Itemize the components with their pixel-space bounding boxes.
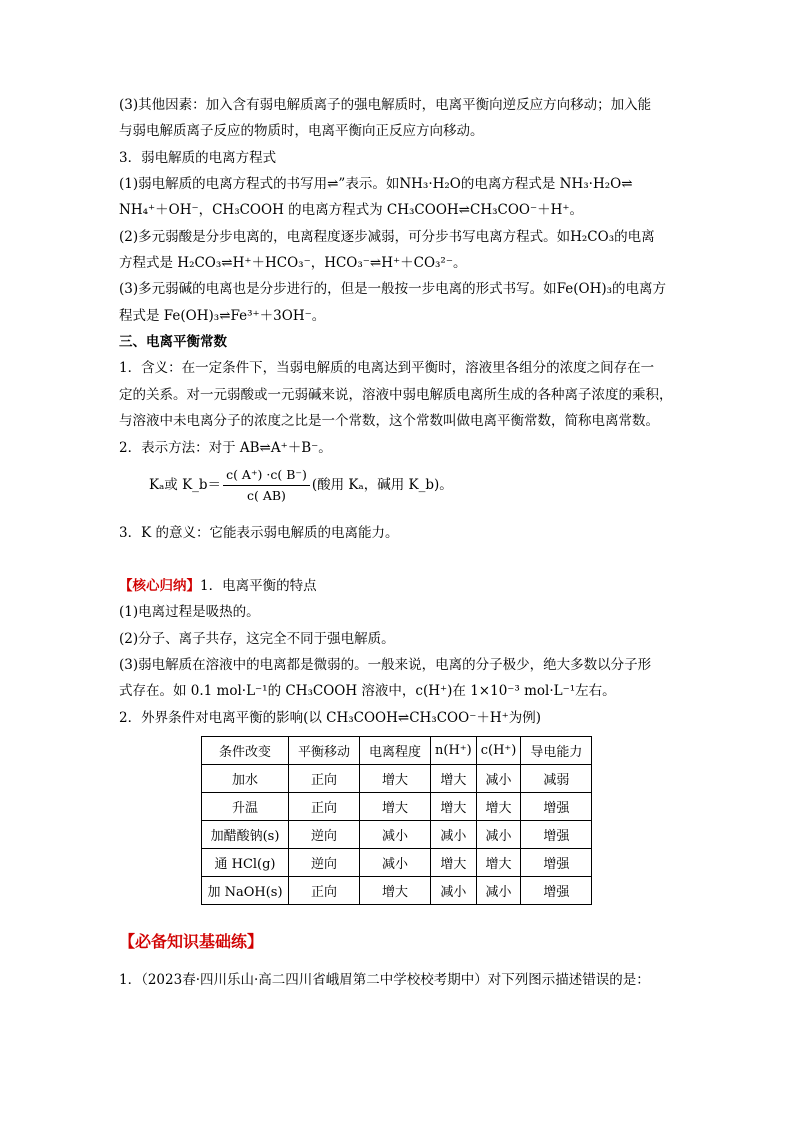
core-summary-item-1: 1．电离平衡的特点 xyxy=(200,578,317,594)
paragraph-eq-2b: 方程式是 H₂CO₃⇌H⁺＋HCO₃⁻，HCO₃⁻⇌H⁺＋CO₃²⁻。 xyxy=(119,255,467,271)
equilibrium-table xyxy=(201,736,592,905)
paragraph-feature-3a: (3)弱电解质在溶液中的电离都是微弱的。一般来说，电离的分子极少，绝大多数以分子形 xyxy=(119,657,652,673)
table-cell: 加醋酸钠(s) xyxy=(202,821,289,849)
paragraph-k-meaning: 3．K 的意义：它能表示弱电解质的电离能力。 xyxy=(119,525,399,541)
paragraph-eq-2a: (2)多元弱酸是分步电离的，电离程度逐步减弱，可分步书写电离方程式。如H₂CO₃的电离 xyxy=(119,229,655,245)
table-row xyxy=(202,793,592,821)
table-row xyxy=(202,849,592,877)
paragraph-meaning-3: 与溶液中未电离分子的浓度之比是一个常数，这个常数叫做电离平衡常数，简称电离常数。 xyxy=(119,413,659,429)
paragraph-feature-1: (1)电离过程是吸热的。 xyxy=(119,604,260,620)
paragraph-other-factors-1: (3)其他因素：加入含有弱电解质离子的强电解质时，电离平衡向逆反应方向移动；加入能 xyxy=(119,97,652,113)
table-cell: 减小 xyxy=(360,821,431,849)
table-header-cell: 条件改变 xyxy=(202,737,289,765)
paragraph-meaning-1: 1．含义：在一定条件下，当弱电解质的电离达到平衡时，溶液里各组分的浓度之间存在一 xyxy=(119,360,655,376)
table-header-cell: c(H⁺) xyxy=(476,737,521,765)
table-header-cell: n(H⁺) xyxy=(431,737,477,765)
table-cell: 增大 xyxy=(431,765,477,793)
table-cell: 升温 xyxy=(202,793,289,821)
table-cell: 通 HCl(g) xyxy=(202,849,289,877)
table-cell: 减弱 xyxy=(521,765,592,793)
table-cell: 减小 xyxy=(476,821,521,849)
paragraph-eq-3a: (3)多元弱碱的电离也是分步进行的，但是一般按一步电离的形式书写。如Fe(OH)₃的电离方 xyxy=(119,281,667,297)
table-cell: 加 NaOH(s) xyxy=(202,877,289,905)
table-cell: 增大 xyxy=(431,849,477,877)
table-cell: 增强 xyxy=(521,793,592,821)
table-cell: 逆向 xyxy=(289,821,360,849)
core-summary-label: 【核心归纳】 xyxy=(119,578,200,594)
table-cell: 增强 xyxy=(521,821,592,849)
formula-ka-kb xyxy=(149,465,453,506)
heading-ionization-equation: 3．弱电解质的电离方程式 xyxy=(119,150,277,166)
practice-section-heading: 【必备知识基础练】 xyxy=(119,932,264,951)
table-cell: 正向 xyxy=(289,877,360,905)
paragraph-feature-3b: 式存在。如 0.1 mol·L⁻¹的 CH₃COOH 溶液中，c(H⁺)在 1×10⁻³ mol·L⁻¹左右。 xyxy=(119,683,616,699)
paragraph-expression: 2．表示方法：对于 AB⇌A⁺＋B⁻。 xyxy=(119,440,332,456)
paragraph-eq-1b: NH₄⁺＋OH⁻，CH₃COOH 的电离方程式为 CH₃COOH⇌CH₃COO⁻＋H⁺。 xyxy=(119,202,583,218)
paragraph-other-factors-2: 与弱电解质离子反应的物质时，电离平衡向正反应方向移动。 xyxy=(119,123,484,139)
table-cell: 正向 xyxy=(289,793,360,821)
table-row xyxy=(202,765,592,793)
table-cell: 加水 xyxy=(202,765,289,793)
formula-fraction xyxy=(223,465,310,506)
table-cell: 增强 xyxy=(521,877,592,905)
core-summary-line xyxy=(119,577,317,595)
table-cell: 增大 xyxy=(476,849,521,877)
table-header-row xyxy=(202,737,592,765)
table-cell: 逆向 xyxy=(289,849,360,877)
table-header-cell: 电离程度 xyxy=(360,737,431,765)
table-header-cell: 平衡移动 xyxy=(289,737,360,765)
paragraph-meaning-2: 定的关系。对一元弱酸或一元弱碱来说，溶液中弱电解质电离所生成的各种离子浓度的乘积， xyxy=(119,387,673,403)
table-cell: 减小 xyxy=(476,877,521,905)
paragraph-external-conditions: 2．外界条件对电离平衡的影响(以 CH₃COOH⇌CH₃COO⁻＋H⁺为例) xyxy=(119,710,541,726)
table-cell: 增大 xyxy=(360,793,431,821)
table-cell: 增大 xyxy=(360,877,431,905)
table-cell: 减小 xyxy=(360,849,431,877)
table-cell: 正向 xyxy=(289,765,360,793)
section-heading-constant: 三、电离平衡常数 xyxy=(119,334,227,350)
table-row xyxy=(202,877,592,905)
question-1: 1．（2023春·四川乐山·高二四川省峨眉第二中学校校考期中）对下列图示描述错误的是： xyxy=(119,972,650,988)
table-cell: 减小 xyxy=(431,877,477,905)
table-cell: 减小 xyxy=(431,821,477,849)
table-header-cell: 导电能力 xyxy=(521,737,592,765)
table-row xyxy=(202,821,592,849)
formula-lhs: Kₐ或 K_b＝ xyxy=(149,477,222,493)
formula-rhs: (酸用 Kₐ，碱用 K_b)。 xyxy=(311,477,453,493)
formula-numerator: c( A⁺) ·c( B⁻) xyxy=(223,465,310,486)
table-cell: 增大 xyxy=(431,793,477,821)
formula-denominator: c( AB) xyxy=(246,488,286,503)
paragraph-feature-2: (2)分子、离子共存，这完全不同于强电解质。 xyxy=(119,631,395,647)
table-cell: 减小 xyxy=(476,765,521,793)
table-cell: 增强 xyxy=(521,849,592,877)
paragraph-eq-1a: (1)弱电解质的电离方程式的书写用⇌”表示。如NH₃·H₂O的电离方程式是 NH₃·H₂O⇌ xyxy=(119,176,633,192)
paragraph-eq-3b: 程式是 Fe(OH)₃⇌Fe³⁺＋3OH⁻。 xyxy=(119,308,326,324)
table-cell: 增大 xyxy=(360,765,431,793)
table-cell: 增大 xyxy=(476,793,521,821)
